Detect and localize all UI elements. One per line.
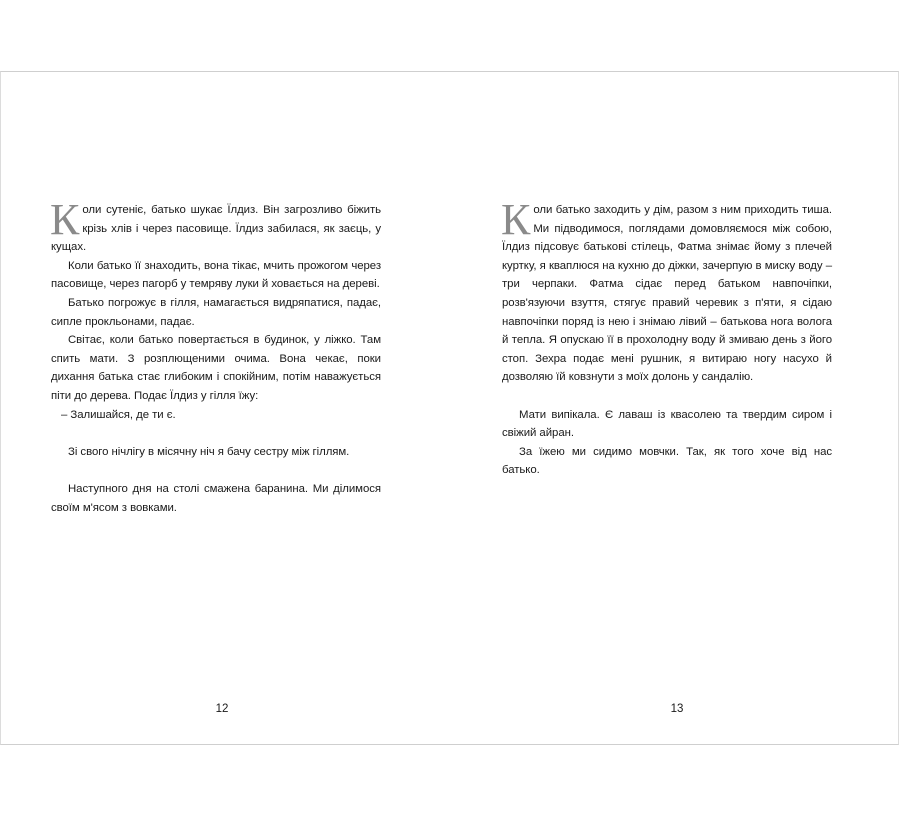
page-number-left: 12 [215, 703, 229, 715]
dialogue-line: – Залишайся, де ти є. [61, 408, 176, 421]
paragraph: Зі свого нічлігу в місячну ніч я бачу сестру між гіллям. [68, 445, 350, 458]
drop-cap: К [501, 195, 531, 244]
paragraph: Світає, коли батько повертається в будинок, у ліжко. Там спить мати. З розплющеними очима. Вона чекає, поки дихання батька стає глибоким і спокійним, потім наважується піти до дерева. Подає Їлдиз у гілля їжу: [51, 334, 381, 402]
paragraph: Мати випікала. Є лаваш із квасолею та твердим сиром і свіжий айран. [502, 408, 832, 440]
paragraph: Наступного дня на столі смажена баранина. Ми ділимося своїм м'ясом з вовками. [51, 482, 381, 514]
paragraph: За їжею ми сидимо мовчки. Так, як того хоче від нас батько. [502, 445, 832, 477]
page-number-right: 13 [670, 703, 684, 715]
paragraph: Коли сутеніє, батько шукає Їлдиз. Він загрозливо біжить крізь хлів і через пасовище. Їлдиз забилася, як заєць, у кущах. [50, 195, 381, 254]
left-page-text [50, 195, 381, 517]
paragraph: Коли батько її знаходить, вона тікає, мчить прожогом через пасовище, через пагорб у темряву луки й ховається на дереві. [51, 259, 381, 291]
drop-cap: К [50, 195, 80, 244]
right-page-text [501, 195, 832, 480]
paragraph: Батько погрожує в гілля, намагається видряпатися, падає, сипле прокльонами, падає. [51, 296, 381, 328]
paragraph: Коли батько заходить у дім, разом з ним приходить тиша. Ми підводимося, поглядами домовляємося між собою, Їлдиз підсовує батькові стілець, Фатма знімає йому з плечей куртку, я кваплюся на кухню до діжки, зачерпую в миску воду – три черпаки. Фатма сідає перед батьком навпочіпки, розв'язуючи взуття, стягує правий черевик з п'яти, я сідаю навпочіпки поряд із нею і знімаю лівий – батькова нога волога й тепла. Я опускаю її в прохолодну воду й змиваю день з його стоп. Зехра подає мені рушник, я витираю ногу насухо й дозволяю їй ковзнути з моїх долонь у сандалію. [501, 195, 832, 384]
